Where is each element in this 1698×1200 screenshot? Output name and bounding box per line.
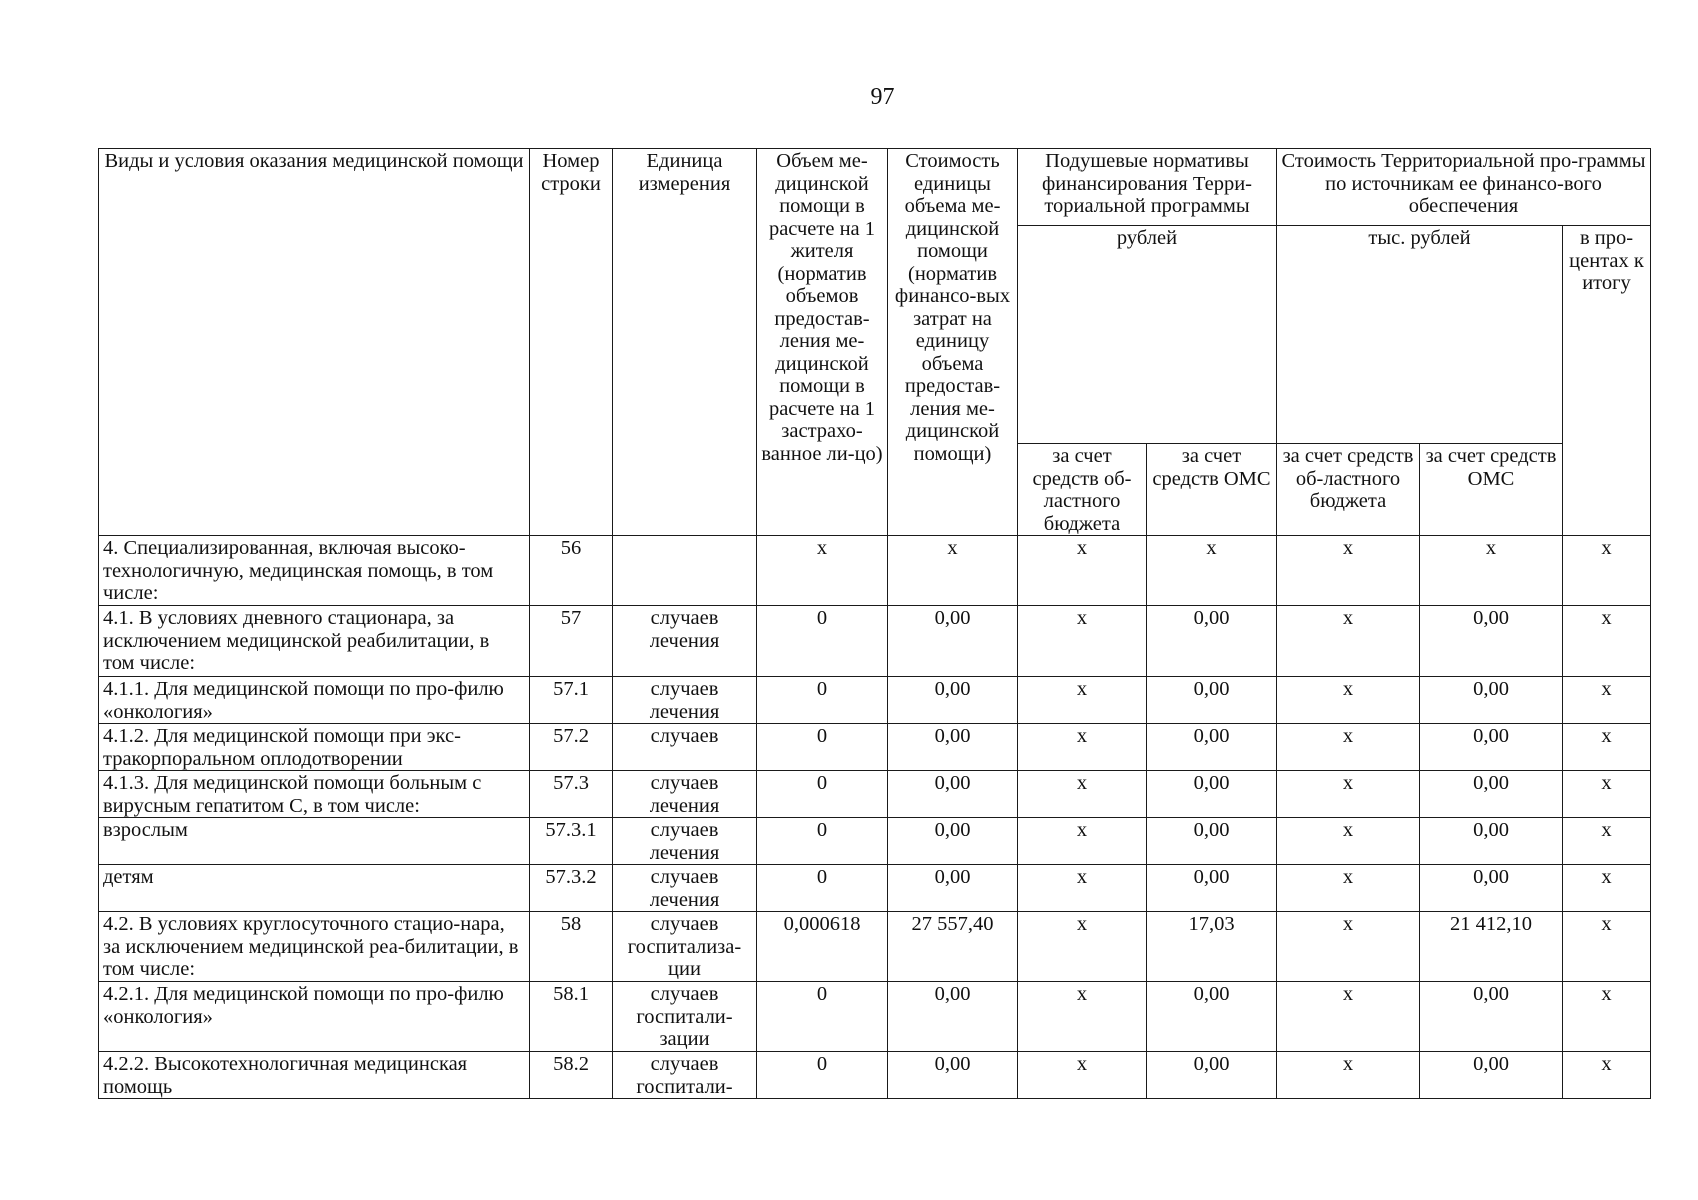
row-norm-oms: 0,00 <box>1147 865 1277 912</box>
row-unit-cost: 0,00 <box>888 724 1018 771</box>
header-per-capita-norms: Подушевые нормативы финансирования Терри-ториальной программы <box>1018 149 1277 226</box>
row-unit-cost: 0,00 <box>888 982 1018 1052</box>
header-row-number: Номер строки <box>530 149 613 536</box>
row-unit: случаев госпитали-зации <box>613 982 757 1052</box>
table-row <box>99 724 1651 771</box>
header-rubles: рублей <box>1018 226 1277 444</box>
row-unit-cost: 0,00 <box>888 606 1018 677</box>
row-cost-regional: x <box>1277 1052 1420 1099</box>
row-label: взрослым <box>99 818 530 865</box>
row-unit-cost: 27 557,40 <box>888 912 1018 982</box>
header-kind-of-care: Виды и условия оказания медицинской помощи <box>99 149 530 536</box>
row-cost-regional: x <box>1277 724 1420 771</box>
row-number: 57.3.2 <box>530 865 613 912</box>
row-norm-regional: x <box>1018 982 1147 1052</box>
row-unit: случаев <box>613 724 757 771</box>
row-norm-regional: x <box>1018 724 1147 771</box>
table-row <box>99 677 1651 724</box>
row-norm-regional: x <box>1018 1052 1147 1099</box>
row-unit: случаев лечения <box>613 771 757 818</box>
row-cost-oms: 0,00 <box>1420 818 1563 865</box>
row-unit-cost: 0,00 <box>888 865 1018 912</box>
row-volume: 0 <box>757 724 888 771</box>
row-percent: x <box>1563 1052 1651 1099</box>
row-cost-oms: 0,00 <box>1420 1052 1563 1099</box>
row-unit: случаев лечения <box>613 606 757 677</box>
header-norm-regional-budget: за счет средств об-ластного бюджета <box>1018 444 1147 536</box>
header-row-1 <box>99 149 1651 226</box>
row-cost-oms: 0,00 <box>1420 982 1563 1052</box>
header-volume: Объем ме-дицинской помощи в расчете на 1 жителя (норматив объемов предостав-ления ме-дицинской помощи в расчете на 1 застрахо-ванное ли-цо) <box>757 149 888 536</box>
row-number: 58 <box>530 912 613 982</box>
row-unit: случаев лечения <box>613 677 757 724</box>
row-number: 56 <box>530 536 613 606</box>
row-unit: случаев лечения <box>613 818 757 865</box>
header-thousand-rubles: тыс. рублей <box>1277 226 1563 444</box>
row-percent: x <box>1563 606 1651 677</box>
page-number: 97 <box>870 84 895 110</box>
row-number: 57.2 <box>530 724 613 771</box>
row-number: 57.1 <box>530 677 613 724</box>
row-cost-oms: x <box>1420 536 1563 606</box>
row-volume: 0 <box>757 606 888 677</box>
row-volume: 0 <box>757 818 888 865</box>
row-label: 4.2. В условиях круглосуточного стацио-нара, за исключением медицинской реа-билитации, в том числе: <box>99 912 530 982</box>
row-cost-regional: x <box>1277 912 1420 982</box>
row-percent: x <box>1563 771 1651 818</box>
table-row <box>99 1052 1651 1099</box>
row-norm-oms: 17,03 <box>1147 912 1277 982</box>
row-norm-regional: x <box>1018 912 1147 982</box>
row-norm-regional: x <box>1018 865 1147 912</box>
row-cost-regional: x <box>1277 771 1420 818</box>
row-label: 4. Специализированная, включая высоко-технологичную, медицинская помощь, в том числе: <box>99 536 530 606</box>
row-label: 4.1.3. Для медицинской помощи больным с вирусным гепатитом С, в том числе: <box>99 771 530 818</box>
row-norm-oms: 0,00 <box>1147 606 1277 677</box>
row-number: 58.1 <box>530 982 613 1052</box>
row-number: 57.3 <box>530 771 613 818</box>
row-percent: x <box>1563 724 1651 771</box>
row-unit-cost: 0,00 <box>888 1052 1018 1099</box>
table-row <box>99 865 1651 912</box>
row-number: 57 <box>530 606 613 677</box>
row-unit: случаев госпитализа-ции <box>613 912 757 982</box>
row-percent: x <box>1563 982 1651 1052</box>
row-volume: 0 <box>757 1052 888 1099</box>
row-unit: случаев лечения <box>613 865 757 912</box>
row-cost-regional: x <box>1277 536 1420 606</box>
funding-table <box>98 148 1651 1099</box>
row-volume: 0 <box>757 677 888 724</box>
row-unit-cost: 0,00 <box>888 771 1018 818</box>
row-norm-regional: x <box>1018 771 1147 818</box>
row-cost-oms: 0,00 <box>1420 771 1563 818</box>
row-norm-oms: 0,00 <box>1147 818 1277 865</box>
header-cost-oms: за счет средств ОМС <box>1420 444 1563 536</box>
row-label: 4.1.2. Для медицинской помощи при экс-тракорпоральном оплодотворении <box>99 724 530 771</box>
row-unit <box>613 536 757 606</box>
row-cost-oms: 21 412,10 <box>1420 912 1563 982</box>
row-norm-regional: x <box>1018 606 1147 677</box>
row-volume: 0,000618 <box>757 912 888 982</box>
row-label: 4.2.2. Высокотехнологичная медицинская помощь <box>99 1052 530 1099</box>
row-norm-regional: x <box>1018 536 1147 606</box>
row-label: 4.1. В условиях дневного стационара, за исключением медицинской реабилитации, в том числе: <box>99 606 530 677</box>
table-row <box>99 982 1651 1052</box>
row-volume: x <box>757 536 888 606</box>
row-percent: x <box>1563 677 1651 724</box>
row-cost-oms: 0,00 <box>1420 865 1563 912</box>
row-volume: 0 <box>757 771 888 818</box>
header-program-cost: Стоимость Территориальной про-граммы по источникам ее финансо-вого обеспечения <box>1277 149 1651 226</box>
row-unit-cost: 0,00 <box>888 818 1018 865</box>
row-unit-cost: x <box>888 536 1018 606</box>
row-cost-regional: x <box>1277 606 1420 677</box>
row-label: 4.2.1. Для медицинской помощи по про-филю «онкология» <box>99 982 530 1052</box>
table-row <box>99 818 1651 865</box>
table-row <box>99 771 1651 818</box>
table-row <box>99 912 1651 982</box>
row-percent: x <box>1563 818 1651 865</box>
row-cost-regional: x <box>1277 982 1420 1052</box>
row-norm-regional: x <box>1018 677 1147 724</box>
row-norm-regional: x <box>1018 818 1147 865</box>
row-cost-regional: x <box>1277 818 1420 865</box>
row-cost-regional: x <box>1277 677 1420 724</box>
header-unit-cost: Стоимость единицы объема ме-дицинской помощи (норматив финансо-вых затрат на единицу объема предостав-ления ме-дицинской помощи) <box>888 149 1018 536</box>
row-cost-oms: 0,00 <box>1420 724 1563 771</box>
row-unit: случаев госпитали- <box>613 1052 757 1099</box>
row-cost-regional: x <box>1277 865 1420 912</box>
row-volume: 0 <box>757 982 888 1052</box>
header-percent-of-total: в про-центах к итогу <box>1563 226 1651 536</box>
row-number: 58.2 <box>530 1052 613 1099</box>
row-norm-oms: 0,00 <box>1147 771 1277 818</box>
row-volume: 0 <box>757 865 888 912</box>
header-unit: Единица измерения <box>613 149 757 536</box>
row-norm-oms: x <box>1147 536 1277 606</box>
table-row <box>99 606 1651 677</box>
row-norm-oms: 0,00 <box>1147 677 1277 724</box>
row-percent: x <box>1563 865 1651 912</box>
row-percent: x <box>1563 536 1651 606</box>
row-cost-oms: 0,00 <box>1420 606 1563 677</box>
row-cost-oms: 0,00 <box>1420 677 1563 724</box>
row-norm-oms: 0,00 <box>1147 982 1277 1052</box>
row-norm-oms: 0,00 <box>1147 1052 1277 1099</box>
row-label: 4.1.1. Для медицинской помощи по про-филю «онкология» <box>99 677 530 724</box>
row-norm-oms: 0,00 <box>1147 724 1277 771</box>
header-norm-oms: за счет средств ОМС <box>1147 444 1277 536</box>
table-row <box>99 536 1651 606</box>
row-unit-cost: 0,00 <box>888 677 1018 724</box>
row-percent: x <box>1563 912 1651 982</box>
row-number: 57.3.1 <box>530 818 613 865</box>
row-label: детям <box>99 865 530 912</box>
header-cost-regional-budget: за счет средств об-ластного бюджета <box>1277 444 1420 536</box>
